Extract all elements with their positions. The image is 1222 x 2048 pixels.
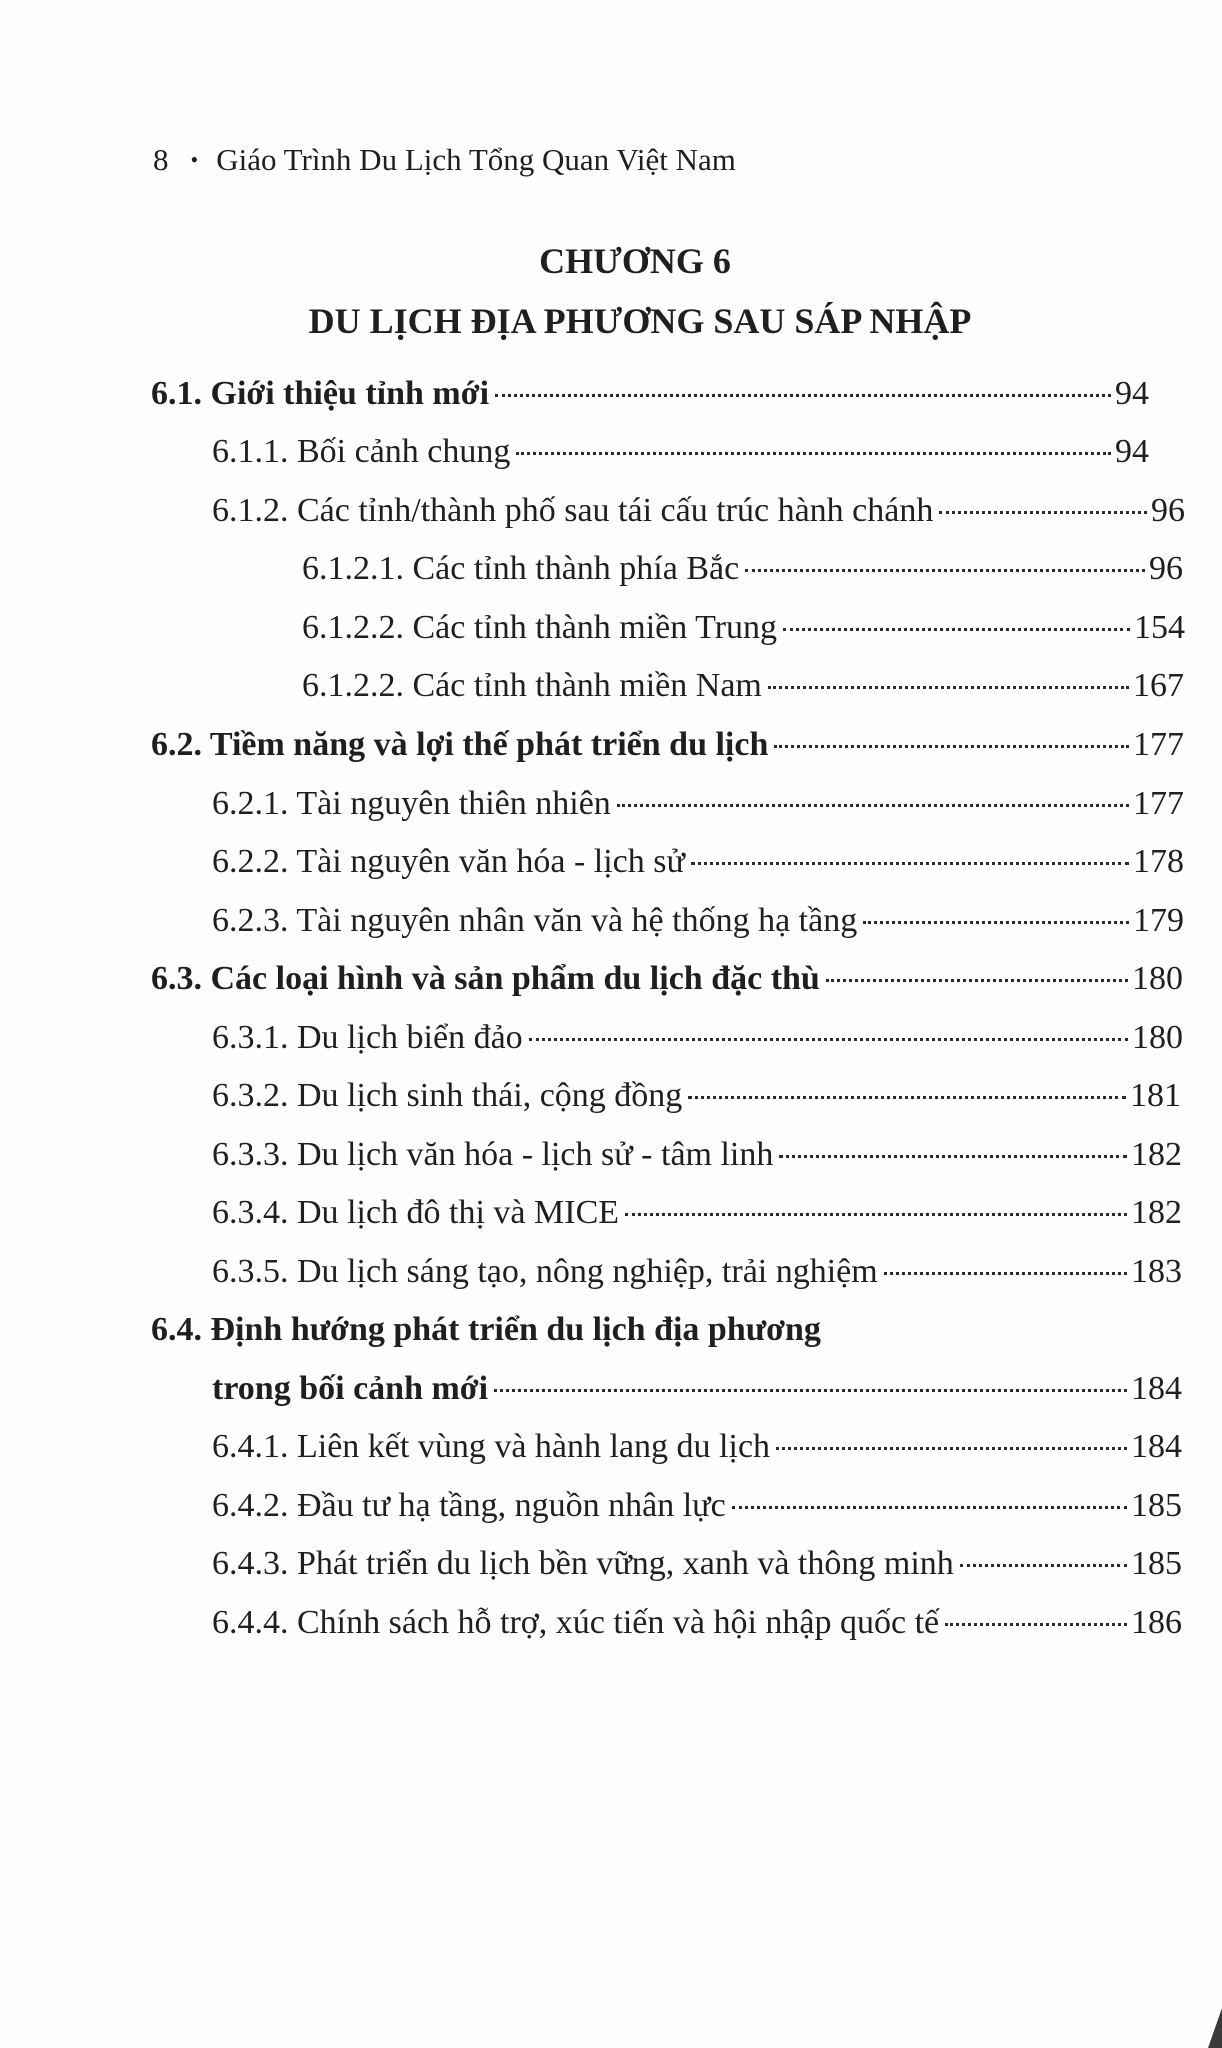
toc-entry-6-1-2-1 (302, 546, 1183, 592)
chapter-number: CHƯƠNG 6 (539, 241, 731, 281)
dot-leader (495, 394, 1111, 397)
toc-entry-page: 182 (1131, 1194, 1182, 1231)
running-head (153, 140, 736, 180)
dot-leader (625, 1213, 1127, 1216)
dot-leader (529, 1038, 1128, 1041)
toc-entry-label: trong bối cảnh mới (212, 1370, 489, 1407)
toc-entry-page: 180 (1132, 1019, 1183, 1056)
toc-entry-page: 177 (1133, 726, 1184, 763)
toc-entry-page: 182 (1131, 1136, 1182, 1173)
toc-entry-6-1-2-2-south (302, 663, 1184, 709)
dot-leader (745, 569, 1145, 572)
bullet-separator: • (190, 147, 199, 172)
toc-entry-6-4-2 (212, 1483, 1182, 1529)
toc-entry-6-1-2-2-central (302, 605, 1185, 651)
toc-entry-label: 6.1.2.2. Các tỉnh thành miền Nam (302, 667, 762, 704)
toc-entry-label: 6.4. Định hướng phát triển du lịch địa phương (151, 1311, 821, 1348)
toc-entry-label: 6.3.1. Du lịch biển đảo (212, 1019, 523, 1056)
toc-entry-label: 6.1.2. Các tỉnh/thành phố sau tái cấu trúc hành chánh (212, 492, 934, 529)
toc-entry-page: 181 (1130, 1077, 1181, 1114)
dot-leader (945, 1623, 1127, 1626)
toc-entry-6-2-1 (212, 781, 1184, 827)
dot-leader (774, 745, 1129, 748)
toc-entry-label: 6.2. Tiềm năng và lợi thế phát triển du lịch (151, 726, 769, 763)
toc-entry-page: 184 (1131, 1428, 1182, 1465)
toc-entry-label: 6.1.1. Bối cảnh chung (212, 433, 511, 470)
toc-entry-label: 6.3.2. Du lịch sinh thái, cộng đồng (212, 1077, 683, 1114)
toc-entry-6-3-2 (212, 1073, 1181, 1119)
dot-leader (617, 804, 1129, 807)
toc-entry-label: 6.4.2. Đầu tư hạ tầng, nguồn nhân lực (212, 1487, 726, 1524)
toc-entry-page: 96 (1149, 550, 1183, 587)
dot-leader (884, 1272, 1127, 1275)
dot-leader (863, 921, 1129, 924)
toc-entry-page: 94 (1115, 375, 1149, 412)
toc-entry-label: 6.3.5. Du lịch sáng tạo, nông nghiệp, trải nghiệm (212, 1253, 878, 1290)
dot-leader (688, 1096, 1126, 1099)
toc-entry-page: 167 (1133, 667, 1184, 704)
dot-leader (826, 979, 1128, 982)
toc-entry-page: 154 (1134, 609, 1185, 646)
toc-entry-6-4-1 (212, 1424, 1182, 1470)
dot-leader (732, 1506, 1127, 1509)
toc-entry-page: 185 (1131, 1545, 1182, 1582)
dot-leader (516, 452, 1111, 455)
toc-entry-label: 6.2.3. Tài nguyên nhân văn và hệ thống hạ tầng (212, 902, 858, 939)
toc-entry-page: 180 (1132, 960, 1183, 997)
dot-leader (494, 1389, 1127, 1392)
toc-entry-label: 6.4.1. Liên kết vùng và hành lang du lịch (212, 1428, 771, 1465)
toc-entry-6-4-cont (212, 1366, 1182, 1412)
toc-entry-label: 6.3. Các loại hình và sản phẩm du lịch đặc thù (151, 960, 820, 997)
toc-entry-6-3 (151, 956, 1183, 1002)
toc-entry-label: 6.1.2.2. Các tỉnh thành miền Trung (302, 609, 778, 646)
toc-entry-6-2-2 (212, 839, 1184, 885)
toc-entry-6-1-2 (212, 488, 1185, 534)
dot-leader (768, 686, 1129, 689)
toc-entry-6-1-1 (212, 429, 1149, 475)
toc-entry-6-3-3 (212, 1132, 1182, 1178)
toc-entry-6-1 (151, 371, 1149, 417)
dot-leader (691, 862, 1129, 865)
toc-entry-label: 6.3.3. Du lịch văn hóa - lịch sử - tâm linh (212, 1136, 774, 1173)
toc-entry-label: 6.1. Giới thiệu tỉnh mới (151, 375, 490, 412)
dot-leader (779, 1155, 1127, 1158)
toc-entry-page: 185 (1131, 1487, 1182, 1524)
toc-entry-page: 186 (1131, 1604, 1182, 1641)
toc-entry-6-2 (151, 722, 1184, 768)
toc-entry-6-3-4 (212, 1190, 1182, 1236)
toc-entry-label: 6.3.4. Du lịch đô thị và MICE (212, 1194, 620, 1231)
page-number: 8 (153, 142, 169, 177)
toc-entry-6-3-1 (212, 1015, 1183, 1061)
toc-entry-page: 177 (1133, 785, 1184, 822)
toc-entry-label: 6.4.4. Chính sách hỗ trợ, xúc tiến và hội nhập quốc tế (212, 1604, 940, 1641)
toc-entry-label: 6.2.1. Tài nguyên thiên nhiên (212, 785, 611, 822)
toc-entry-page: 96 (1151, 492, 1185, 529)
dot-leader (939, 511, 1147, 514)
toc-entry-6-2-3 (212, 898, 1184, 944)
toc-entry-page: 184 (1131, 1370, 1182, 1407)
toc-entry-page: 94 (1115, 433, 1149, 470)
chapter-title: DU LỊCH ĐỊA PHƯƠNG SAU SÁP NHẬP (308, 301, 972, 341)
toc-entry-6-4 (151, 1307, 1151, 1353)
toc-entry-label: 6.1.2.1. Các tỉnh thành phía Bắc (302, 550, 740, 587)
toc-entry-page: 183 (1131, 1253, 1182, 1290)
toc-entry-label: 6.2.2. Tài nguyên văn hóa - lịch sử (212, 843, 685, 880)
toc-entry-page: 179 (1133, 902, 1184, 939)
toc-entry-6-4-3 (212, 1541, 1182, 1587)
dot-leader (776, 1447, 1127, 1450)
dot-leader (960, 1564, 1127, 1567)
book-title: Giáo Trình Du Lịch Tổng Quan Việt Nam (216, 142, 736, 177)
toc-entry-page: 178 (1133, 843, 1184, 880)
toc-entry-6-3-5 (212, 1249, 1182, 1295)
toc-entry-label: 6.4.3. Phát triển du lịch bền vững, xanh và thông minh (212, 1545, 954, 1582)
page-corner-shadow (1208, 2008, 1222, 2048)
toc-entry-6-4-4 (212, 1600, 1182, 1646)
dot-leader (783, 628, 1130, 631)
